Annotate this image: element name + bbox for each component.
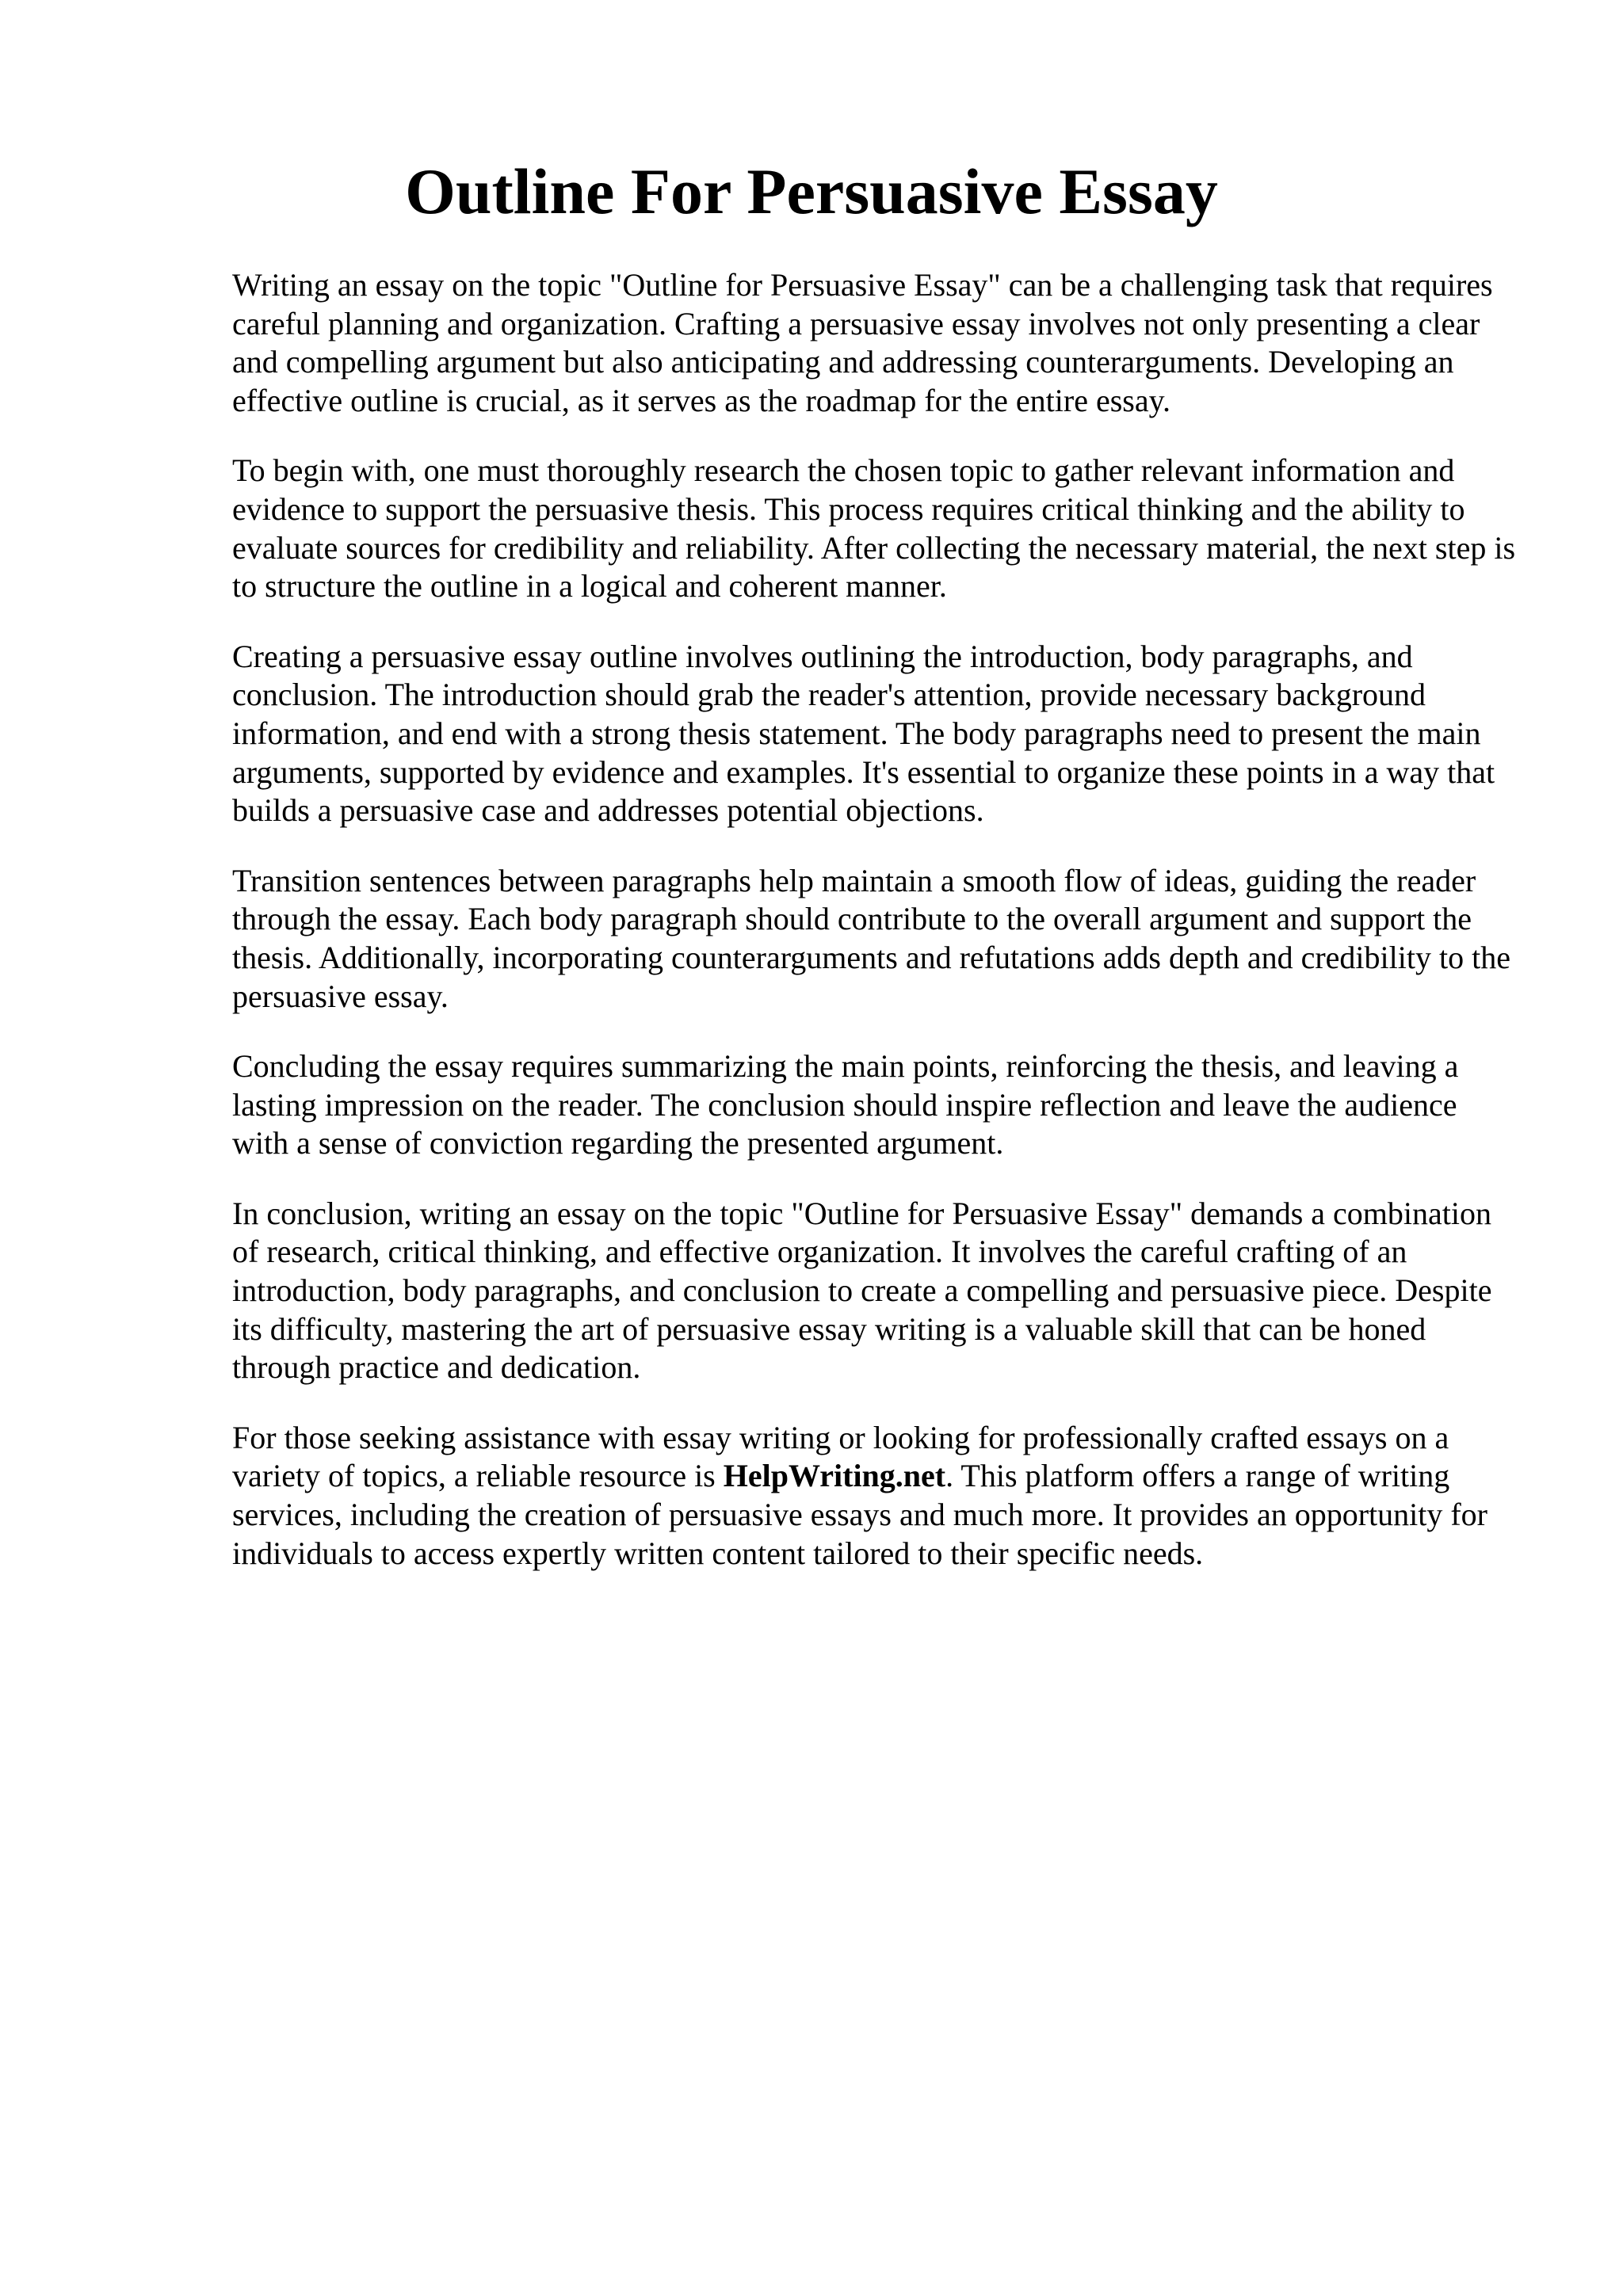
- paragraph-research: To begin with, one must thoroughly research the chosen topic to gather relevant information and evidence to support the persuasive thesis. This process requires critical thinking and the ability to evaluate sources for credibility and reliability. After collecting the necessary material, the next step is to structure the outline in a logical and coherent manner.: [232, 452, 1516, 605]
- resource-text-before: For those seeking assistance with essay writing or looking for professionally crafted essays on a variety of topics, a reliable resource is: [232, 1419, 1449, 1494]
- resource-site-name: HelpWriting.net: [723, 1458, 946, 1494]
- paragraph-transitions: Transition sentences between paragraphs help maintain a smooth flow of ideas, guiding the reader through the essay. Each body paragraph should contribute to the overall argument and support the thesis. Additionally, incorporating counterarguments and refutations adds depth and credibility to the persuasive essay.: [232, 862, 1510, 1014]
- paragraph-concluding: Concluding the essay requires summarizing the main points, reinforcing the thesis, and leaving a lasting impression on the reader. The conclusion should inspire reflection and leave the audience with a sense of conviction regarding the presented argument.: [232, 1048, 1459, 1161]
- page-title: Outline For Persuasive Essay: [405, 155, 1218, 227]
- paragraph-conclusion: In conclusion, writing an essay on the topic "Outline for Persuasive Essay" demands a combination of research, critical thinking, and effective organization. It involves the careful crafting of an introduction, body paragraphs, and conclusion to create a compelling and persuasive piece. Despite its difficulty, mastering the art of persuasive essay writing is a valuable skill that can be honed through practice and dedication.: [232, 1195, 1492, 1386]
- document-body: [232, 266, 1516, 1573]
- paragraph-resource: [232, 1419, 1516, 1573]
- paragraph-structure: Creating a persuasive essay outline involves outlining the introduction, body paragraphs, and conclusion. The introduction should grab the reader's attention, provide necessary background information, and end with a strong thesis statement. The body paragraphs need to present the main arguments, supported by evidence and examples. It's essential to organize these points in a way that builds a persuasive case and addresses potential objections.: [232, 638, 1495, 829]
- resource-text-after: . This platform offers a range of writing services, including the creation of persuasive essays and much more. It provides an opportunity for individuals to access expertly written content tailored to their specific needs.: [232, 1458, 1488, 1571]
- paragraph-intro: Writing an essay on the topic "Outline for Persuasive Essay" can be a challenging task that requires careful planning and organization. Crafting a persuasive essay involves not only presenting a clear and compelling argument but also anticipating and addressing counterarguments. Developing an effective outline is crucial, as it serves as the roadmap for the entire essay.: [232, 267, 1493, 418]
